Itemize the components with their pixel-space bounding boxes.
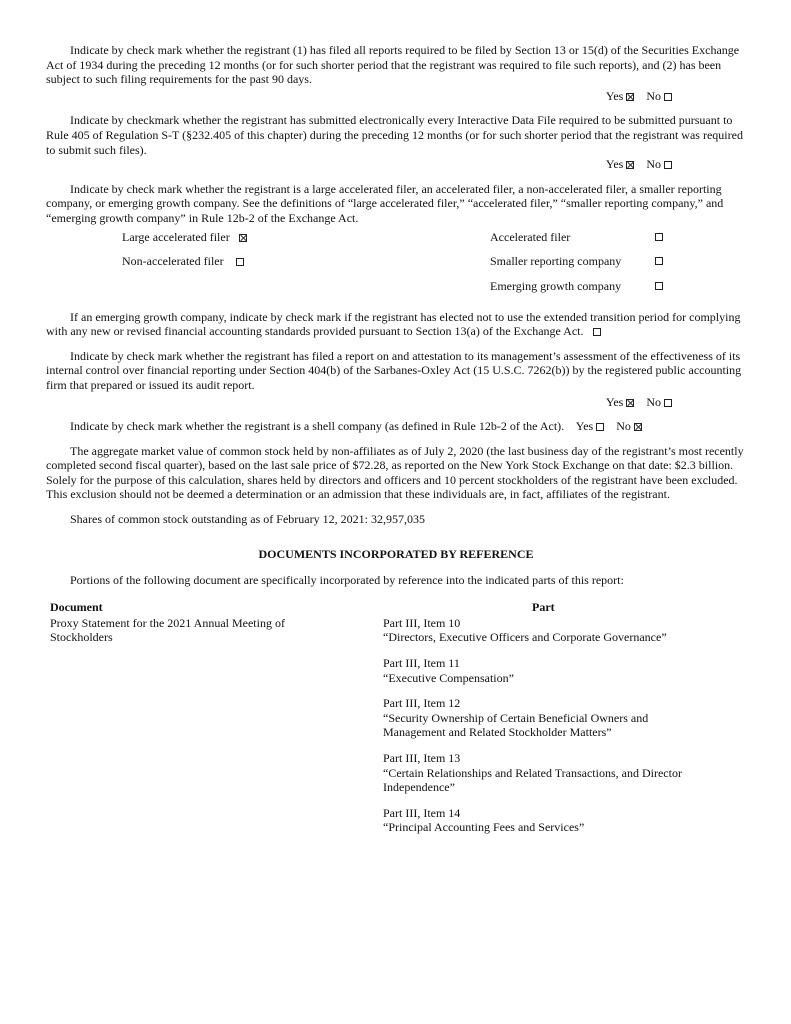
internal-control-answer [46,395,746,410]
part-item-number: Part III, Item 11 [383,656,460,671]
no-label: No [646,394,661,409]
yes-checkbox-checked[interactable] [626,161,634,169]
proxy-statement-document: Proxy Statement for the 2021 Annual Meeting of Stockholders [50,615,285,645]
interactive-data-paragraph: Indicate by checkmark whether the registrant has submitted electronically every Interactive Data File required to be submitted pursuant to Rule 405 of Regulation S-T (§232.405 of this chapter) during the preceding 12 months (or for such shorter period that the registrant was required to submit such files). [46,113,743,157]
filer-status-options [46,230,746,304]
part-item-description: “Executive Compensation” [383,670,514,685]
large-accelerated-filer-checkbox[interactable] [239,234,247,242]
large-accelerated-filer-option [122,230,247,245]
yes-label: Yes [605,394,624,409]
part-list [383,616,713,846]
documents-incorporated-heading: DOCUMENTS INCORPORATED BY REFERENCE [258,546,534,561]
no-checkbox[interactable] [664,399,672,407]
interactive-data-answer [46,157,746,172]
reports-filed-paragraph: Indicate by check mark whether the registrant (1) has filed all reports required to be filed by Section 13 or 15(d) of the Securities Exchange Act of 1934 during the preceding 12 months (or for such shorter period that the registrant was required to file such reports), and (2) has been subject to such filing requirements for the past 90 days. [46,43,740,87]
accelerated-filer-option [490,230,570,245]
part-item [383,806,713,835]
part-item-description: “Certain Relationships and Related Transactions, and Director Independence” [383,765,682,795]
smaller-reporting-company-label: Smaller reporting company [490,253,622,268]
non-accelerated-filer-option [122,254,244,269]
yes-label: Yes [605,88,624,103]
part-column-header: Part [532,599,555,614]
part-item [383,656,713,685]
market-value-paragraph: The aggregate market value of common stock held by non-affiliates as of July 2, 2020 (the last business day of the registrant’s most recently completed second fiscal quarter), based on the last sale price of $72.28, as reported on the New York Stock Exchange on that date: $2.3 billion. Solely for the purpose of this calculation, shares held by directors and officers and 10 percent stockholders of the registrant have been excluded. This exclusion should not be deemed a determination or an admission that these individuals are, in fact, affiliates of the registrant. [46,443,744,502]
yes-label: Yes [575,419,594,434]
shares-outstanding-paragraph: Shares of common stock outstanding as of February 12, 2021: 32,957,035 [70,512,425,527]
shell-company-paragraph [46,419,746,434]
cover-page [46,43,746,835]
document-column-header: Document [50,599,103,614]
accelerated-filer-checkbox[interactable] [655,233,663,241]
yes-checkbox[interactable] [596,423,604,431]
part-item-number: Part III, Item 14 [383,805,461,820]
no-checkbox-checked[interactable] [634,423,642,431]
transition-period-checkbox[interactable] [593,328,601,336]
large-accelerated-filer-label: Large accelerated filer [122,229,230,244]
part-item-number: Part III, Item 12 [383,696,461,711]
yes-label: Yes [605,157,624,172]
emerging-growth-company-option [490,279,621,294]
transition-period-text: If an emerging growth company, indicate by check mark if the registrant has elected not to use the extended transition period for complying with any new or revised financial accounting standards provided pursuant to Section 13(a) of the Exchange Act. [46,309,741,339]
shell-company-text: Indicate by check mark whether the registrant is a shell company (as defined in Rule 12b-2 of the Act). [70,419,565,434]
part-item-description: “Security Ownership of Certain Beneficial Owners and Management and Related Stockholder Matters” [383,710,649,740]
no-label: No [646,88,661,103]
no-checkbox[interactable] [664,93,672,101]
part-item-number: Part III, Item 10 [383,615,461,630]
part-item-description: “Principal Accounting Fees and Services” [383,820,585,835]
reports-filed-answer [46,89,746,104]
documents-table [46,599,746,835]
emerging-growth-company-label: Emerging growth company [490,278,622,293]
no-label: No [646,157,661,172]
internal-control-paragraph: Indicate by check mark whether the registrant has filed a report on and attestation to its management’s assessment of the effectiveness of its internal control over financial reporting under Section 404(b) of the Sarbanes-Oxley Act (15 U.S.C. 7262(b)) by the registered public accounting firm that prepared or issued its audit report. [46,348,742,392]
part-item-description: “Directors, Executive Officers and Corporate Governance” [383,630,667,645]
part-item [383,616,713,645]
transition-period-paragraph [46,310,746,339]
filer-status-paragraph: Indicate by check mark whether the registrant is a large accelerated filer, an accelerated filer, a non-accelerated filer, a smaller reporting company, or emerging growth company. See the definitions of “large accelerated filer,” “accelerated filer,” “smaller reporting company,” and “emerging growth company” in Rule 12b-2 of the Exchange Act. [46,181,724,225]
yes-checkbox-checked[interactable] [626,93,634,101]
non-accelerated-filer-label: Non-accelerated filer [122,253,224,268]
yes-checkbox-checked[interactable] [626,399,634,407]
non-accelerated-filer-checkbox[interactable] [236,258,244,266]
no-label: No [616,419,631,434]
smaller-reporting-company-checkbox[interactable] [655,257,663,265]
part-item-number: Part III, Item 13 [383,751,461,765]
emerging-growth-company-checkbox[interactable] [655,282,663,290]
no-checkbox[interactable] [664,161,672,169]
smaller-reporting-company-option [490,254,621,269]
portions-paragraph: Portions of the following document are specifically incorporated by reference into the indicated parts of this report: [70,573,624,588]
accelerated-filer-label: Accelerated filer [490,229,571,244]
part-item [383,751,713,795]
part-item [383,696,713,740]
